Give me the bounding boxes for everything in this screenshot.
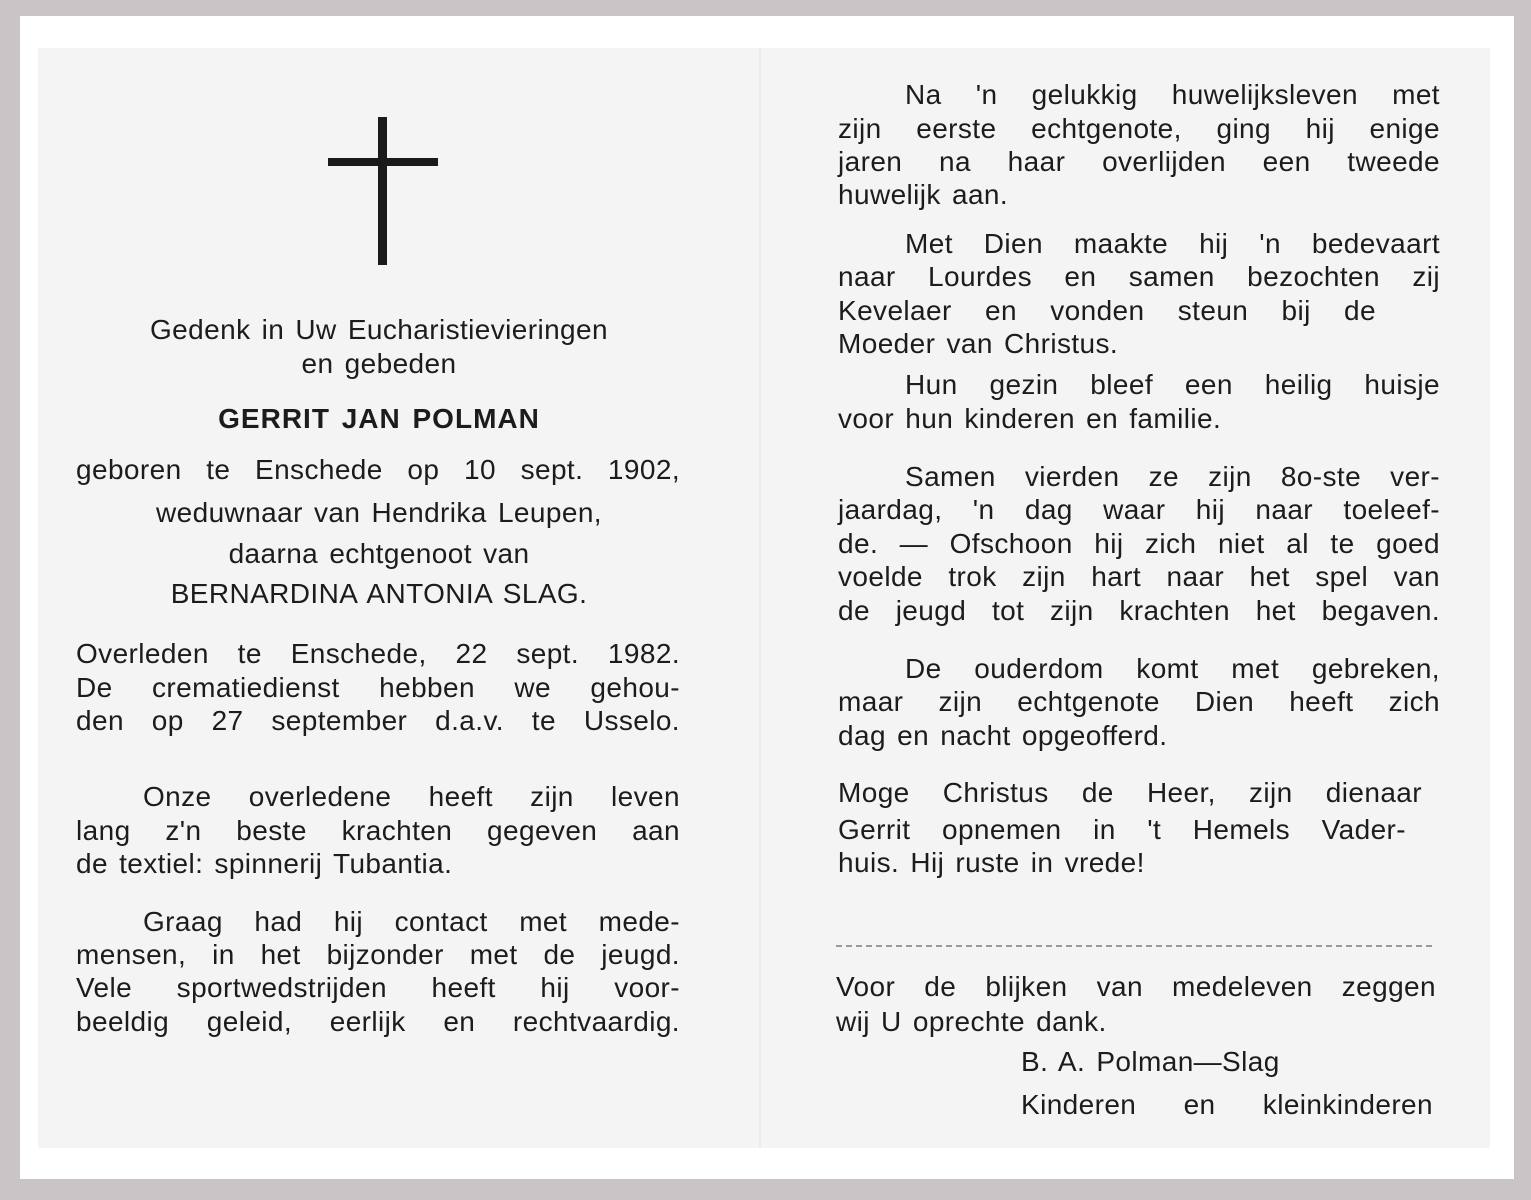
- marriage-line-1: Na 'n gelukkig huwelijksleven met: [905, 79, 1440, 110]
- divider-line: [836, 945, 1432, 947]
- cross-icon: [328, 117, 438, 265]
- sport-line-2: mensen, in het bijzonder met de jeugd.: [76, 939, 680, 970]
- birth-line-3: daarna echtgenoot van: [228, 538, 530, 569]
- sport-line-1: Graag had hij contact met mede-: [143, 906, 680, 937]
- work-line-3: de textiel: spinnerij Tubantia.: [76, 848, 453, 879]
- death-line-3: den op 27 september d.a.v. te Usselo.: [76, 705, 680, 736]
- marriage-line-3: jaren na haar overlijden een tweede: [838, 146, 1440, 177]
- signature-name: B. A. Polman—Slag: [1021, 1046, 1280, 1077]
- marriage-line-4: huwelijk aan.: [838, 179, 1009, 210]
- birthday-line-1: Samen vierden ze zijn 8o-ste ver-: [905, 461, 1440, 492]
- family-line-1: Hun gezin bleef een heilig huisje: [905, 369, 1440, 400]
- death-line-2: De crematiedienst hebben we gehou-: [76, 672, 680, 703]
- work-line-2: lang z'n beste krachten gegeven aan: [76, 815, 680, 846]
- invocation-line-2: en gebeden: [301, 348, 457, 379]
- birth-line-4: BERNARDINA ANTONIA SLAG.: [170, 578, 588, 609]
- prayer-line-3: huis. Hij ruste in vrede!: [838, 847, 1145, 878]
- birthday-line-2: jaardag, 'n dag waar hij naar toeleef-: [838, 494, 1440, 525]
- pilgrimage-line-3: Kevelaer en vonden steun bij de: [838, 295, 1376, 326]
- age-line-1: De ouderdom komt met gebreken,: [905, 653, 1440, 684]
- prayer-line-2: Gerrit opnemen in 't Hemels Vader-: [838, 814, 1406, 845]
- death-line-1: Overleden te Enschede, 22 sept. 1982.: [76, 638, 680, 669]
- sport-line-3: Vele sportwedstrijden heeft hij voor-: [76, 972, 680, 1003]
- pilgrimage-line-4: Moeder van Christus.: [838, 328, 1119, 359]
- age-line-3: dag en nacht opgeofferd.: [838, 720, 1168, 751]
- thanks-line-1: Voor de blijken van medeleven zeggen: [836, 971, 1436, 1002]
- prayer-line-1: Moge Christus de Heer, zijn dienaar: [838, 777, 1422, 808]
- pilgrimage-line-1: Met Dien maakte hij 'n bedevaart: [905, 228, 1440, 259]
- pilgrimage-line-2: naar Lourdes en samen bezochten zij: [838, 261, 1440, 292]
- work-line-1: Onze overledene heeft zijn leven: [143, 781, 680, 812]
- age-line-2: maar zijn echtgenote Dien heeft zich: [838, 686, 1440, 717]
- birth-line-1: geboren te Enschede op 10 sept. 1902,: [76, 454, 680, 485]
- sport-line-4: beeldig geleid, eerlijk en rechtvaardig.: [76, 1006, 680, 1037]
- thanks-line-2: wij U oprechte dank.: [836, 1006, 1107, 1037]
- birth-line-2: weduwnaar van Hendrika Leupen,: [156, 497, 602, 528]
- marriage-line-2: zijn eerste echtgenote, ging hij enige: [838, 113, 1440, 144]
- birthday-line-3: de. — Ofschoon hij zich niet al te goed: [838, 528, 1440, 559]
- invocation-line-1: Gedenk in Uw Eucharistievieringen: [150, 314, 608, 345]
- birthday-line-4: voelde trok zijn hart naar het spel van: [838, 561, 1440, 592]
- family-line-2: voor hun kinderen en familie.: [838, 403, 1222, 434]
- card-fold: [759, 48, 761, 1148]
- deceased-name: GERRIT JAN POLMAN: [218, 403, 540, 434]
- signature-family: Kinderen en kleinkinderen: [1021, 1089, 1433, 1120]
- birthday-line-5: de jeugd tot zijn krachten het begaven.: [838, 595, 1440, 626]
